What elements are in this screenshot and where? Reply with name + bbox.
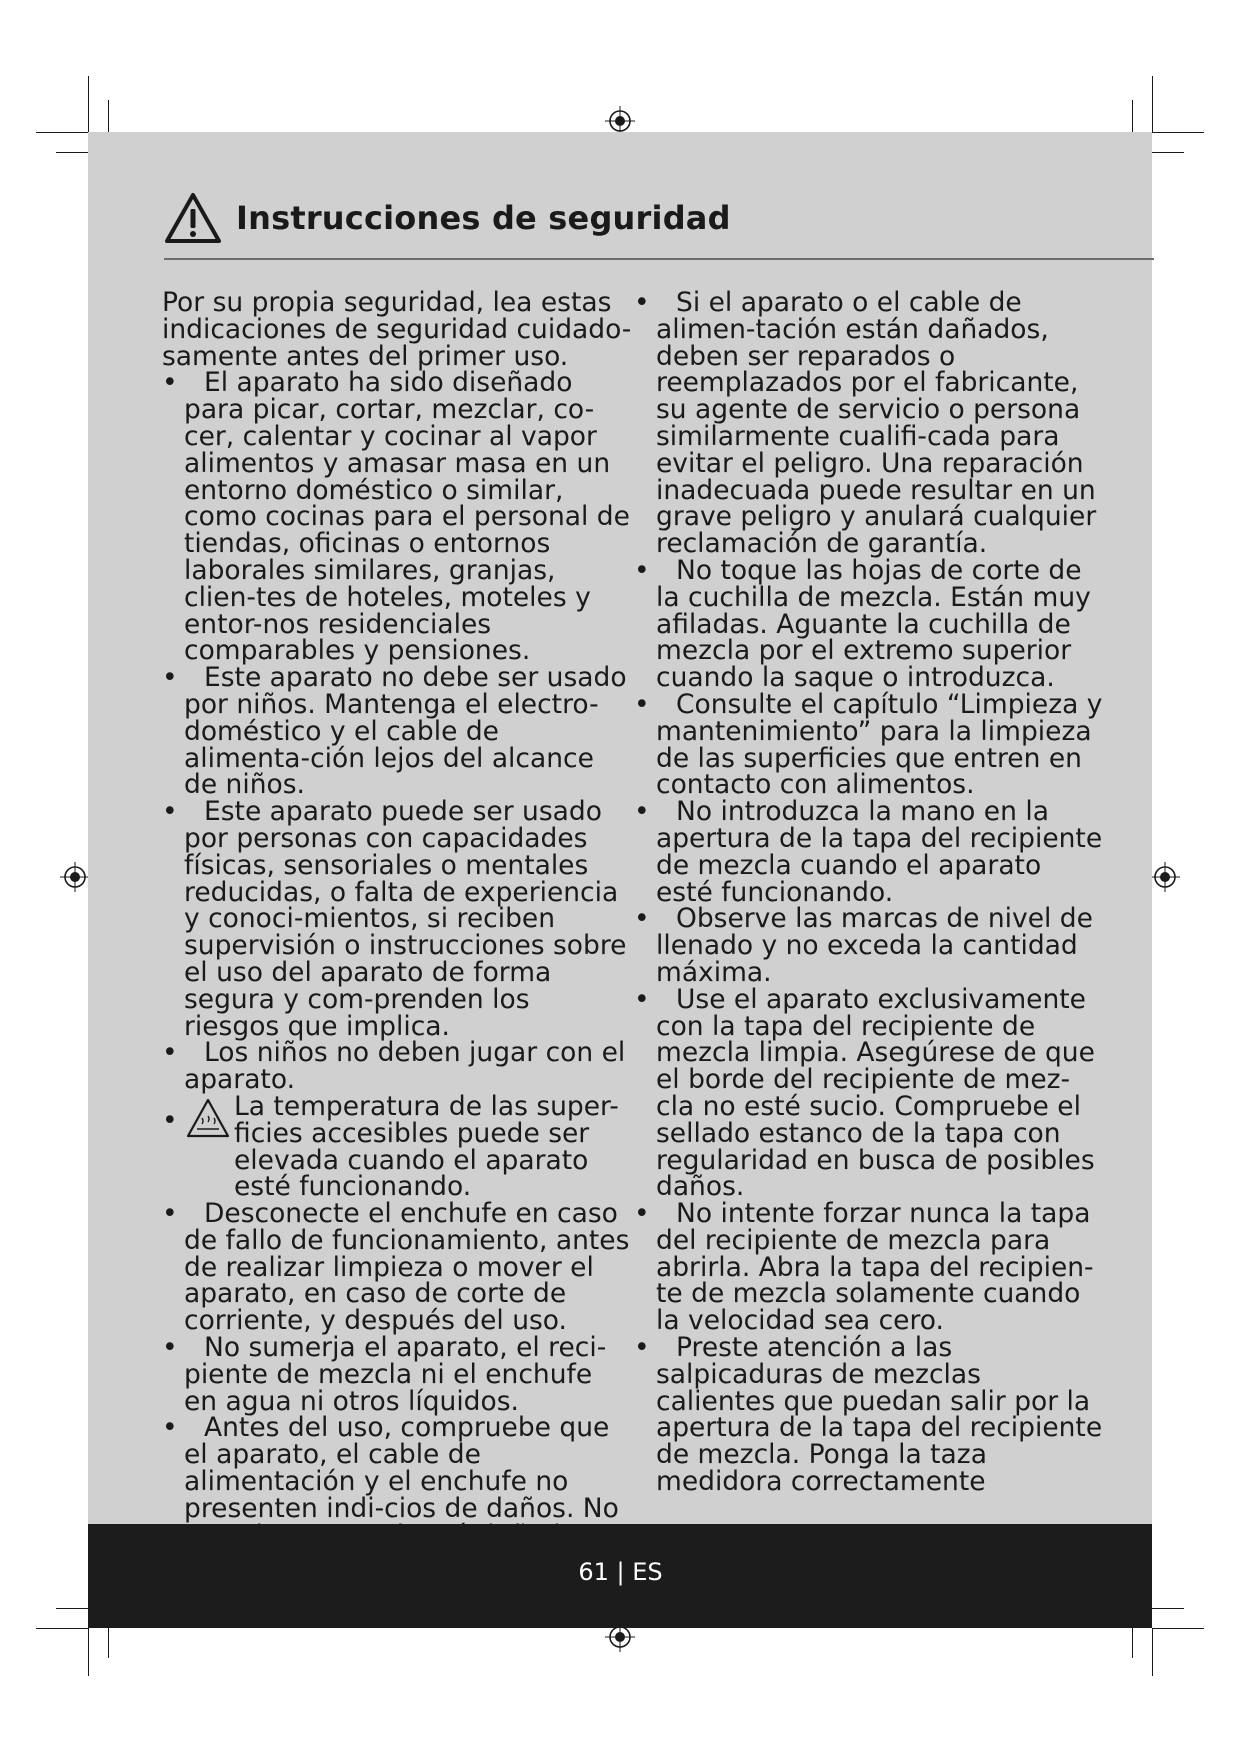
list-item: • Use el aparato exclusivamente con la tapa del recipiente de mezcla limpia. Asegúrese de que el borde del recipiente de mez-cla no esté sucio. Compruebe el sellado estanco de la tapa con regularidad en busca de posibles daños. bbox=[634, 983, 1095, 1203]
list-item: • No introduzca la mano en la apertura de la tapa del recipiente de mezcla cuando el aparato esté funcionando. bbox=[634, 796, 1103, 908]
registration-mark-left-icon bbox=[60, 862, 90, 892]
warning-triangle-icon bbox=[164, 192, 222, 244]
list-item: • Este aparato no debe ser usado por niños. Mantenga el electro-doméstico y el cable de alimenta-ción lejos del alcance de niños. bbox=[162, 662, 627, 801]
right-column bbox=[634, 287, 1104, 1498]
page-title: Instrucciones de seguridad bbox=[236, 199, 731, 237]
intro-paragraph: Por su propia seguridad, lea estas indicaciones de seguridad cuidado-samente antes del primer uso. bbox=[162, 287, 632, 372]
page-number: 61 | ES bbox=[578, 1558, 663, 1586]
list-item: • No sumerja el aparato, el reci-piente de mezcla ni el enchufe en agua ni otros líquidos. bbox=[162, 1332, 607, 1417]
list-item: • No toque las hojas de corte de la cuchilla de mezcla. Están muy afiladas. Aguante la cuchilla de mezcla por el extremo superior cuando la saque o introduzca. bbox=[634, 554, 1091, 694]
left-column bbox=[162, 287, 632, 1549]
list-item: • Si el aparato o el cable de alimen-tación están dañados, deben ser reparados o reemplazados por el fabricante, su agente de servicio o persona similarmente cualifi-cada para evitar el peligro. Una reparación inadecuada puede resultar en un grave peligro y anulará cualquier reclamación de garantía. bbox=[634, 287, 1097, 560]
section-header bbox=[164, 188, 731, 248]
hot-surface-warning-icon bbox=[186, 1098, 230, 1138]
list-item: • Antes del uso, compruebe que el aparato, el cable de alimentación y el enchufe no presenten indi-cios de daños. No bbox=[162, 1412, 619, 1524]
list-item: • No intente forzar nunca la tapa del recipiente de mezcla para abrirla. Abra la tapa del recipien-te de mezcla solamente cuando la velocidad sea cero. bbox=[634, 1198, 1094, 1337]
list-item: • Observe las marcas de nivel de llenado y no exceda la cantidad máxima. bbox=[634, 903, 1093, 988]
registration-mark-right-icon bbox=[1150, 862, 1180, 892]
title-divider bbox=[164, 258, 1154, 260]
list-item: • Los niños no deben jugar con el aparato. bbox=[162, 1037, 626, 1096]
safety-list-right bbox=[634, 287, 1104, 1498]
list-item: • La temperatura de las super-ficies accesibles puede ser elevada cuando el aparato esté funcionando. bbox=[162, 1090, 619, 1203]
list-item: • El aparato ha sido diseñado para picar, cortar, mezclar, co-cer, calentar y cocinar al vapor alimentos y amasar masa en un entorno doméstico o similar, como cocinas para el personal de tiendas, oficinas o entornos laborales similares, granjas, clien-tes de hoteles, moteles y entor-nos residenciales comparables y pensiones. bbox=[162, 367, 630, 667]
list-item: • Este aparato puede ser usado por personas con capacidades físicas, sensoriales o mentales reducidas, o falta de experiencia y conoci-mientos, si reciben supervisión o instrucciones sobre el uso del aparato de forma segura y com-prenden los riesgos que implica. bbox=[162, 796, 627, 1042]
list-item: • Preste atención a las salpicaduras de mezclas calientes que puedan salir por la apertura de la tapa del recipiente de mezcla. Ponga la taza medidora correctamente bbox=[634, 1332, 1103, 1498]
list-item: • Desconecte el enchufe en caso de fallo de funcionamiento, antes de realizar limpieza o mover el aparato, en caso de corte de corriente, y después del uso. bbox=[162, 1198, 630, 1337]
list-item: • Consulte el capítulo “Limpieza y mantenimiento” para la limpieza de las superficies que entren en contacto con alimentos. bbox=[634, 688, 1103, 801]
safety-list-left bbox=[162, 367, 632, 1549]
